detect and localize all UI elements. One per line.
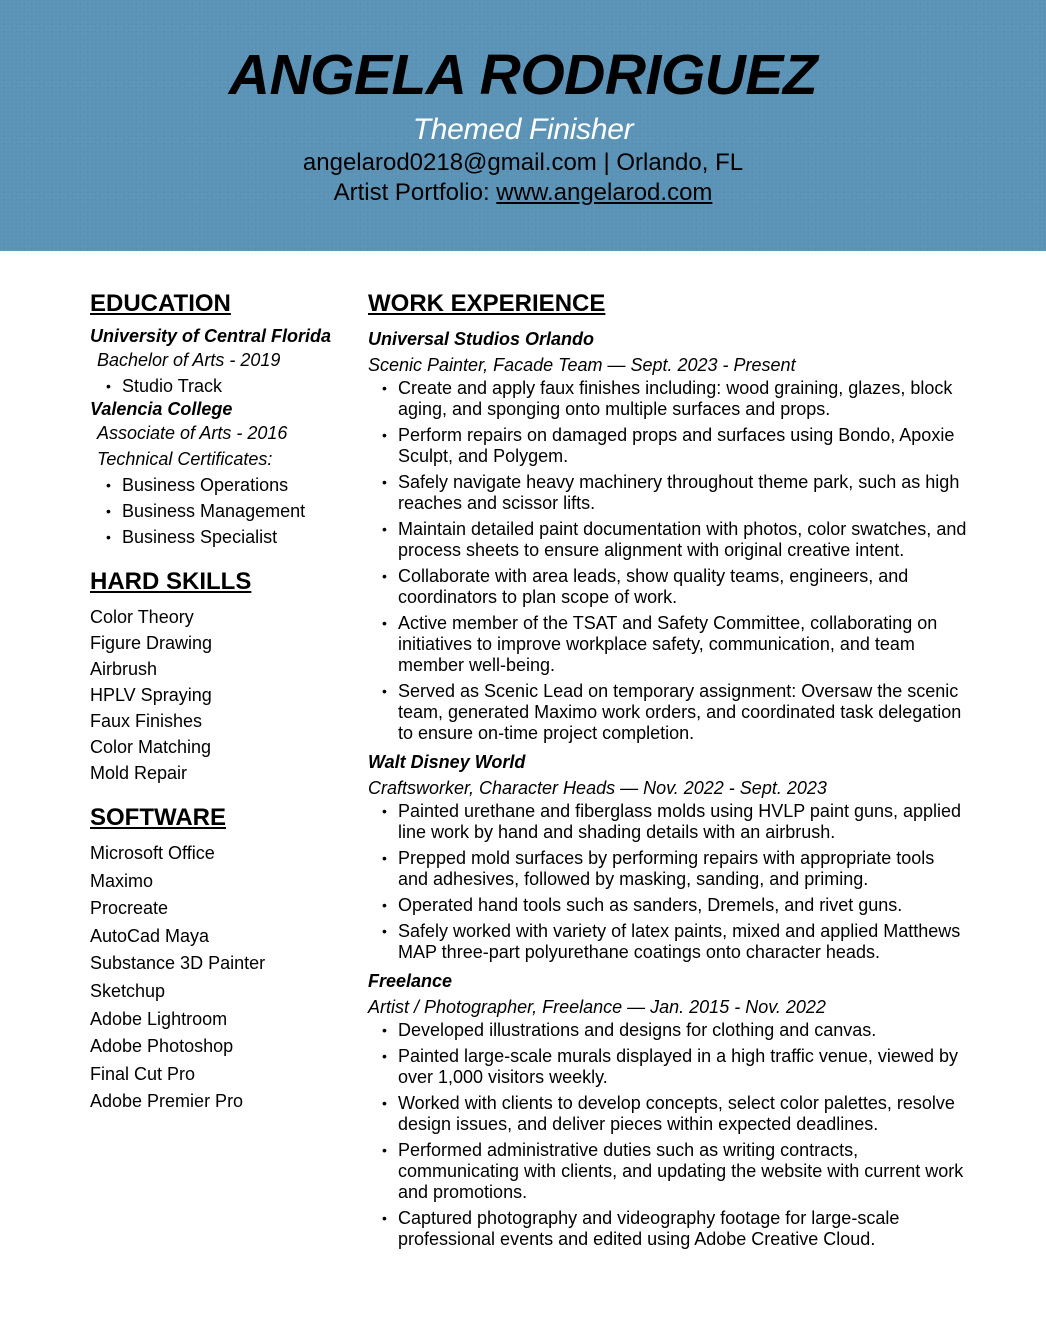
school-valencia: Valencia College [90, 399, 233, 419]
list-item: Microsoft Office [90, 843, 215, 863]
list-item: Mold Repair [90, 763, 188, 783]
duties-universal [368, 378, 968, 744]
list-item: Color Theory [90, 607, 194, 627]
left-column [90, 288, 340, 1116]
list-item: • Developed illustrations and designs for clothing and canvas. [368, 1020, 968, 1041]
contact-line: angelarod0218@gmail.com | Orlando, FL [302, 149, 744, 176]
list-item: Adobe Lightroom [90, 1008, 228, 1029]
portfolio-link[interactable]: www.angelarod.com [496, 179, 713, 206]
list-item: Color Matching [90, 737, 212, 757]
list-item: • Painted urethane and fiberglass molds using HVLP paint guns, applied line work by hand and shading details with an airbrush. [368, 801, 968, 843]
software-list [90, 840, 340, 1116]
list-item: • Create and apply faux finishes including: wood graining, glazes, block aging, and sponging onto multiple surfaces and props. [368, 378, 968, 420]
hard-skills-list [90, 604, 340, 786]
school-ucf: University of Central Florida [90, 326, 332, 346]
list-item: Final Cut Pro [90, 1063, 196, 1084]
duties-freelance [368, 1020, 968, 1250]
ucf-list [90, 373, 340, 399]
list-item: • Business Operations [90, 472, 340, 498]
employer-freelance: Freelance [368, 971, 453, 991]
software-heading: SOFTWARE [90, 804, 226, 831]
list-item: Substance 3D Painter [90, 953, 266, 974]
list-item: Faux Finishes [90, 711, 203, 731]
list-item: Sketchup [90, 980, 166, 1001]
work-experience-heading: WORK EXPERIENCE [368, 290, 606, 317]
certificates-list [90, 472, 340, 550]
list-item: • Prepped mold surfaces by performing repairs with appropriate tools and adhesives, followed by masking, sanding, and priming. [368, 848, 968, 890]
list-item: • Operated hand tools such as sanders, Dremels, and rivet guns. [368, 895, 968, 916]
list-item: • Captured photography and videography footage for large-scale professional events and edited using Adobe Creative Cloud. [368, 1208, 968, 1250]
list-item: Figure Drawing [90, 633, 213, 653]
list-item: • Worked with clients to develop concepts, select color palettes, resolve design issues, and deliver pieces within expected deadlines. [368, 1093, 968, 1135]
certificates-label: Technical Certificates: [97, 449, 273, 469]
list-item: Maximo [90, 870, 154, 891]
right-column [368, 288, 968, 1255]
position-disney: Craftsworker, Character Heads — Nov. 2022 - Sept. 2023 [368, 778, 827, 798]
degree-ucf: Bachelor of Arts - 2019 [97, 350, 281, 370]
header-banner [0, 0, 1046, 251]
list-item: • Business Management [90, 498, 340, 524]
list-item: Airbrush [90, 659, 158, 679]
list-item: • Safely navigate heavy machinery throughout theme park, such as high reaches and scissor lifts. [368, 472, 968, 514]
position-universal: Scenic Painter, Facade Team — Sept. 2023 - Present [368, 355, 796, 375]
degree-valencia: Associate of Arts - 2016 [97, 423, 288, 443]
list-item: • Maintain detailed paint documentation with photos, color swatches, and process sheets to ensure alignment with original creative intent. [368, 519, 968, 561]
list-item: • Business Specialist [90, 524, 340, 550]
list-item: • Active member of the TSAT and Safety Committee, collaborating on initiatives to improve workplace safety, communication, and team member well-being. [368, 613, 968, 676]
list-item: Adobe Premier Pro [90, 1091, 244, 1112]
hard-skills-heading: HARD SKILLS [90, 568, 252, 595]
portfolio-label: Artist Portfolio: [333, 179, 497, 206]
list-item: • Collaborate with area leads, show quality teams, engineers, and coordinators to plan scope of work. [368, 566, 968, 608]
list-item: • Safely worked with variety of latex paints, mixed and applied Matthews MAP three-part polyurethane coatings onto character heads. [368, 921, 968, 963]
duties-disney [368, 801, 968, 963]
education-heading: EDUCATION [90, 290, 231, 317]
list-item: HPLV Spraying [90, 685, 212, 705]
list-item: • Studio Track [90, 373, 340, 399]
employer-universal: Universal Studios Orlando [368, 329, 595, 349]
portfolio-line [0, 178, 1046, 208]
list-item: AutoCad Maya [90, 925, 210, 946]
list-item: • Served as Scenic Lead on temporary assignment: Oversaw the scenic team, generated Maximo work orders, and coordinated task delegation to ensure on-time project completion. [368, 681, 968, 744]
applicant-name: ANGELA RODRIGUEZ [228, 43, 818, 107]
list-item: • Painted large-scale murals displayed in a high traffic venue, viewed by over 1,000 visitors weekly. [368, 1046, 968, 1088]
job-title: Themed Finisher [412, 113, 634, 146]
position-freelance: Artist / Photographer, Freelance — Jan. 2015 - Nov. 2022 [368, 997, 826, 1017]
list-item: • Performed administrative duties such as writing contracts, communicating with clients, and updating the website with current work and promotions. [368, 1140, 968, 1203]
employer-disney: Walt Disney World [368, 752, 526, 772]
list-item: • Perform repairs on damaged props and surfaces using Bondo, Apoxie Sculpt, and Polygem. [368, 425, 968, 467]
list-item: Procreate [90, 898, 169, 919]
list-item: Adobe Photoshop [90, 1036, 234, 1057]
